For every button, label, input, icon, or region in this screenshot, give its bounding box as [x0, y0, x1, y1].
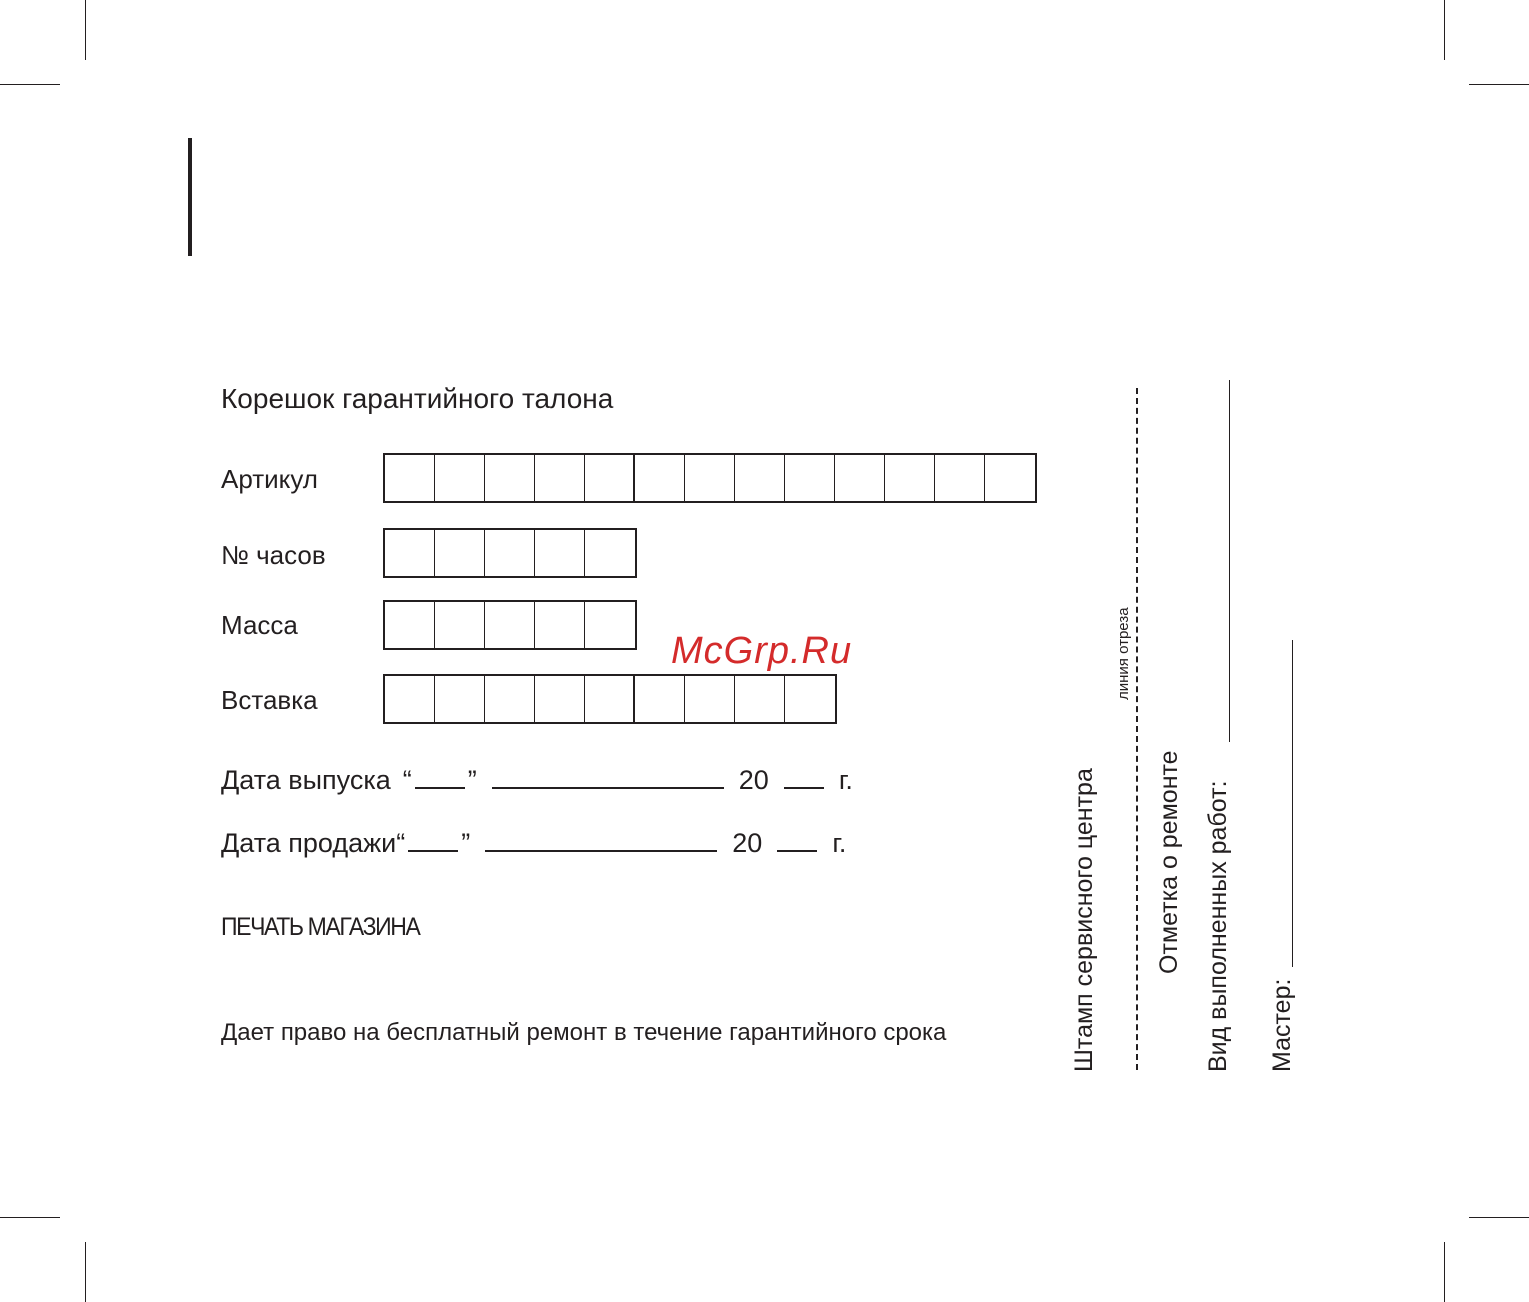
char-box[interactable] [735, 455, 785, 501]
close-quote: ” [467, 765, 477, 795]
cut-line-label: линия отреза [1115, 607, 1132, 700]
service-stamp-label: Штамп сервисного центра [1070, 768, 1098, 1072]
char-box[interactable] [835, 455, 885, 501]
sale-year-blank[interactable] [777, 848, 817, 852]
year-prefix: 20 [732, 828, 763, 858]
char-box[interactable] [485, 676, 535, 722]
crop-mark [0, 1217, 60, 1218]
open-quote: “ [402, 765, 412, 795]
release-day-blank[interactable] [415, 785, 465, 789]
field-label-watch-number: № часов [221, 540, 326, 570]
field-label-mass: Масса [221, 610, 298, 640]
work-type-label: Вид выполненных работ: [1204, 780, 1232, 1072]
char-box[interactable] [985, 455, 1035, 501]
repair-mark-label: Отметка о ремонте [1155, 750, 1183, 974]
release-date-line [221, 765, 853, 796]
mass-grid[interactable] [383, 600, 637, 650]
year-suffix: г. [832, 828, 847, 858]
open-quote: “ [396, 828, 406, 858]
char-box[interactable] [485, 455, 535, 501]
close-quote: ” [461, 828, 471, 858]
char-box[interactable] [535, 455, 585, 501]
year-prefix: 20 [738, 765, 769, 795]
crop-mark [1444, 0, 1445, 60]
crop-mark [1469, 84, 1529, 85]
char-box[interactable] [785, 455, 835, 501]
char-box[interactable] [885, 455, 935, 501]
release-month-blank[interactable] [492, 785, 724, 789]
char-box[interactable] [585, 455, 635, 501]
field-label-article: Артикул [221, 464, 318, 494]
char-box[interactable] [585, 530, 635, 576]
crop-mark [1444, 1242, 1445, 1302]
field-label-insert: Вставка [221, 685, 318, 715]
watch-number-grid[interactable] [383, 528, 637, 578]
char-box[interactable] [935, 455, 985, 501]
char-box[interactable] [535, 676, 585, 722]
char-box[interactable] [435, 530, 485, 576]
char-box[interactable] [435, 602, 485, 648]
char-box[interactable] [635, 676, 685, 722]
warranty-rights-text: Дает право на бесплатный ремонт в течение гарантийного срока [221, 1019, 947, 1046]
sale-date-label: Дата продажи [221, 828, 397, 858]
char-box[interactable] [535, 530, 585, 576]
watermark: McGrp.Ru [671, 630, 853, 672]
char-box[interactable] [385, 530, 435, 576]
work-type-line[interactable] [1229, 380, 1230, 742]
cut-line [1136, 388, 1138, 1070]
char-box[interactable] [435, 676, 485, 722]
article-grid[interactable] [383, 453, 1037, 503]
char-box[interactable] [685, 676, 735, 722]
margin-bar [188, 138, 192, 256]
crop-mark [0, 84, 60, 85]
char-box[interactable] [535, 602, 585, 648]
char-box[interactable] [635, 455, 685, 501]
char-box[interactable] [435, 455, 485, 501]
year-suffix: г. [838, 765, 853, 795]
char-box[interactable] [385, 602, 435, 648]
sale-month-blank[interactable] [485, 848, 717, 852]
form-title: Корешок гарантийного талона [221, 383, 614, 414]
char-box[interactable] [385, 676, 435, 722]
char-box[interactable] [585, 602, 635, 648]
char-box[interactable] [585, 676, 635, 722]
release-date-label: Дата выпуска [221, 765, 391, 795]
sale-day-blank[interactable] [408, 848, 458, 852]
crop-mark [85, 0, 86, 60]
crop-mark [1469, 1217, 1529, 1218]
crop-mark [85, 1242, 86, 1302]
master-label: Мастер: [1268, 978, 1296, 1072]
char-box[interactable] [685, 455, 735, 501]
char-box[interactable] [485, 602, 535, 648]
store-stamp-label: ПЕЧАТЬ МАГАЗИНА [221, 913, 420, 941]
char-box[interactable] [485, 530, 535, 576]
char-box[interactable] [785, 676, 835, 722]
char-box[interactable] [735, 676, 785, 722]
char-box[interactable] [385, 455, 435, 501]
master-line[interactable] [1292, 640, 1293, 967]
sale-date-line [221, 828, 846, 859]
release-year-blank[interactable] [784, 785, 824, 789]
insert-grid[interactable] [383, 674, 837, 724]
